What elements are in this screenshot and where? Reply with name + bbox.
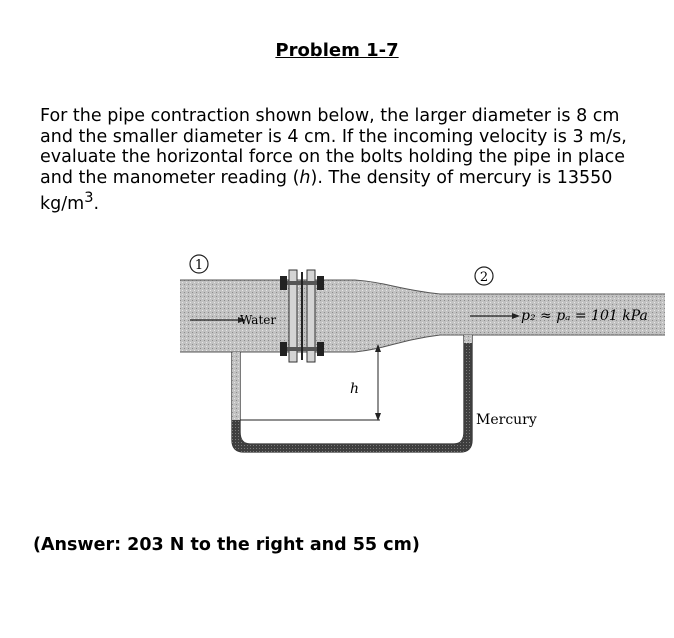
bolt-head-1	[280, 276, 287, 290]
mercury-column	[232, 343, 472, 452]
station-1-label: 1	[194, 258, 204, 273]
problem-text-2: ). The density of mercury is 13550 kg/m	[40, 167, 613, 214]
water-label: Water	[240, 313, 277, 327]
answer-text: (Answer: 203 N to the right and 55 cm)	[33, 535, 420, 555]
problem-text-1: For the pipe contraction shown below, the larger diameter is 8 cm and the smaller diameter is 4 cm. If the incoming velocity is 3 m/s, evaluate the horizontal force on the bolts holding the pipe in place and the manometer reading (	[40, 106, 627, 188]
problem-text-3: .	[93, 193, 100, 214]
superscript-3: 3	[84, 189, 94, 206]
h-variable: h	[299, 167, 311, 188]
bolt-head-2	[317, 276, 324, 290]
pressure-label: p₂ ≈ pₐ = 101 kPa	[521, 308, 648, 324]
station-2-label: 2	[479, 270, 489, 285]
bolt-head-3	[280, 342, 287, 356]
h-label: h	[350, 381, 360, 397]
bolt-head-4	[317, 342, 324, 356]
left-leg-water	[232, 352, 240, 420]
right-leg-water	[464, 335, 472, 343]
mercury-label: Mercury	[476, 412, 537, 428]
problem-title: Problem 1-7	[275, 40, 399, 61]
